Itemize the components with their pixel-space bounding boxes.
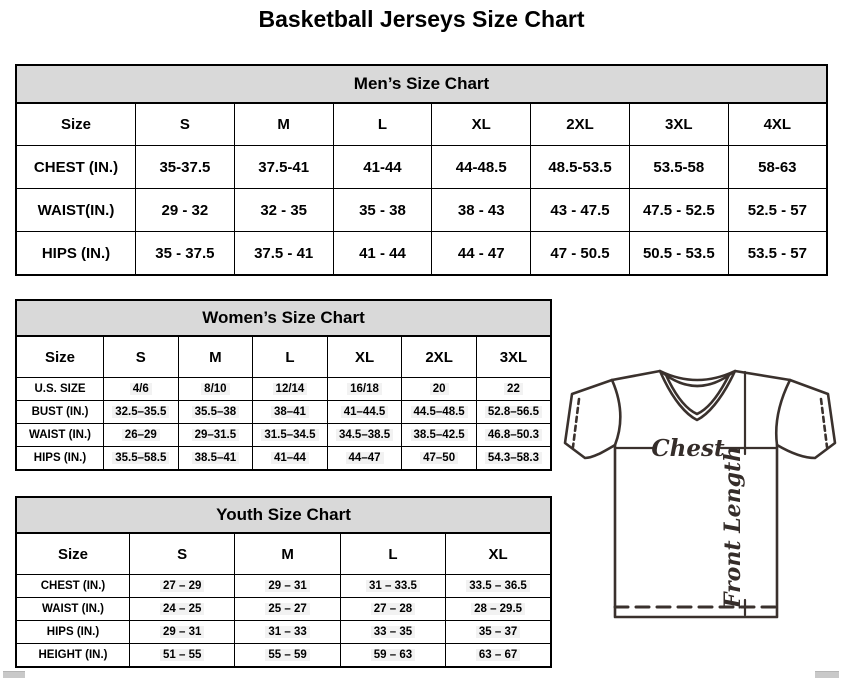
mens-table <box>15 102 828 276</box>
womens-chart-title: Women’s Size Chart <box>15 299 552 335</box>
cell-value: 32 - 35 <box>260 201 308 219</box>
table-cell <box>234 232 333 276</box>
table-cell <box>327 424 402 447</box>
cell-value: 38 - 43 <box>457 201 505 219</box>
table-cell <box>728 232 827 276</box>
table-cell <box>476 424 551 447</box>
column-header: Size <box>16 533 130 575</box>
cell-value: 32.5–35.5 <box>112 406 169 418</box>
cell-value: 34.5–38.5 <box>336 429 393 441</box>
cell-value: 52.8–56.5 <box>485 406 542 418</box>
column-header: S <box>104 336 179 378</box>
table-cell <box>327 401 402 424</box>
table-cell <box>104 378 179 401</box>
table-cell <box>629 146 728 189</box>
table-cell <box>253 401 328 424</box>
table-cell <box>235 644 340 668</box>
row-label: WAIST (IN.) <box>16 598 130 621</box>
table-cell <box>446 598 551 621</box>
table-row <box>16 424 551 447</box>
cell-value: 27 – 28 <box>371 603 415 615</box>
table-cell <box>728 189 827 232</box>
chest-label: Chest <box>651 435 725 462</box>
column-header: Size <box>16 103 136 146</box>
table-cell <box>178 447 253 471</box>
cell-value: 35 - 37.5 <box>155 244 215 262</box>
cell-value: 44–47 <box>346 452 384 464</box>
cell-value: 50.5 - 53.5 <box>642 244 715 262</box>
table-cell <box>432 146 531 189</box>
cell-value: 31 – 33 <box>265 626 309 638</box>
column-header: M <box>234 103 333 146</box>
table-cell <box>402 378 477 401</box>
table-cell <box>333 189 432 232</box>
cell-value: 41-44 <box>363 158 402 176</box>
table-cell <box>476 447 551 471</box>
cell-value: 29 – 31 <box>265 580 309 592</box>
cell-value: 35.5–38 <box>192 406 240 418</box>
cell-value: 58-63 <box>758 158 797 176</box>
table-cell <box>402 401 477 424</box>
cell-value: 55 – 59 <box>265 649 309 661</box>
table-cell <box>136 232 235 276</box>
cell-value: 35.5–58.5 <box>112 452 169 464</box>
column-header: S <box>130 533 235 575</box>
table-cell <box>178 424 253 447</box>
cell-value: 48.5-53.5 <box>548 158 612 176</box>
table-cell <box>130 621 235 644</box>
cell-value: 24 – 25 <box>160 603 204 615</box>
column-header: Size <box>16 336 104 378</box>
table-cell <box>432 232 531 276</box>
table-cell <box>333 232 432 276</box>
table-cell <box>446 575 551 598</box>
cell-value: 41 - 44 <box>359 244 406 262</box>
table-cell <box>136 189 235 232</box>
cell-value: 26–29 <box>122 429 160 441</box>
column-header: 2XL <box>402 336 477 378</box>
cell-value: 29 – 31 <box>160 626 204 638</box>
youth-size-chart <box>15 496 552 668</box>
cell-value: 63 – 67 <box>476 649 520 661</box>
cell-value: 44-48.5 <box>455 158 507 176</box>
table-cell <box>340 644 445 668</box>
cell-value: 31.5–34.5 <box>261 429 318 441</box>
table-cell <box>531 232 630 276</box>
header-row <box>16 533 551 575</box>
cell-value: 29 - 32 <box>161 201 209 219</box>
cell-value: 38.5–41 <box>192 452 240 464</box>
youth-chart-title: Youth Size Chart <box>15 496 552 532</box>
row-label: BUST (IN.) <box>16 401 104 424</box>
cell-value: 20 <box>430 383 449 395</box>
table-cell <box>327 378 402 401</box>
table-row <box>16 621 551 644</box>
table-cell <box>446 644 551 668</box>
table-cell <box>629 232 728 276</box>
resize-handle-left[interactable] <box>3 671 25 678</box>
cell-value: 16/18 <box>347 383 382 395</box>
row-label: HIPS (IN.) <box>16 621 130 644</box>
cell-value: 29–31.5 <box>192 429 240 441</box>
column-header: 4XL <box>728 103 827 146</box>
row-label: WAIST(IN.) <box>16 189 136 232</box>
row-label: CHEST (IN.) <box>16 575 130 598</box>
jersey-measurement-diagram <box>561 359 839 625</box>
cell-value: 44 - 47 <box>457 244 505 262</box>
cell-value: 31 – 33.5 <box>366 580 420 592</box>
front-length-label: Front Length <box>720 445 746 609</box>
table-row <box>16 146 827 189</box>
mens-size-chart <box>15 64 828 276</box>
table-cell <box>136 146 235 189</box>
column-header: M <box>178 336 253 378</box>
cell-value: 4/6 <box>130 383 152 395</box>
table-cell <box>446 621 551 644</box>
row-label: HIPS (IN.) <box>16 447 104 471</box>
table-cell <box>333 146 432 189</box>
table-cell <box>104 401 179 424</box>
table-row <box>16 644 551 668</box>
table-cell <box>234 146 333 189</box>
table-row <box>16 401 551 424</box>
row-label: WAIST (IN.) <box>16 424 104 447</box>
table-cell <box>340 621 445 644</box>
table-cell <box>104 447 179 471</box>
cell-value: 47 - 50.5 <box>550 244 610 262</box>
table-row <box>16 378 551 401</box>
column-header: 3XL <box>476 336 551 378</box>
cell-value: 33 – 35 <box>371 626 415 638</box>
table-cell <box>340 598 445 621</box>
header-row <box>16 103 827 146</box>
column-header: L <box>253 336 328 378</box>
cell-value: 41–44 <box>271 452 309 464</box>
table-cell <box>234 189 333 232</box>
table-cell <box>235 575 340 598</box>
table-cell <box>402 424 477 447</box>
cell-value: 43 - 47.5 <box>550 201 610 219</box>
table-cell <box>476 378 551 401</box>
table-row <box>16 598 551 621</box>
table-cell <box>235 621 340 644</box>
cell-value: 47.5 - 52.5 <box>642 201 715 219</box>
cell-value: 37.5 - 41 <box>254 244 314 262</box>
cell-value: 38.5–42.5 <box>411 429 468 441</box>
mens-chart-title: Men’s Size Chart <box>15 64 828 102</box>
row-label: U.S. SIZE <box>16 378 104 401</box>
table-row <box>16 232 827 276</box>
table-cell <box>340 575 445 598</box>
cell-value: 37.5-41 <box>258 158 310 176</box>
table-cell <box>531 189 630 232</box>
cell-value: 22 <box>504 383 523 395</box>
column-header: S <box>136 103 235 146</box>
cell-value: 51 – 55 <box>160 649 204 661</box>
cell-value: 44.5–48.5 <box>411 406 468 418</box>
column-header: 3XL <box>629 103 728 146</box>
jersey-outline <box>565 371 835 617</box>
cell-value: 35 – 37 <box>476 626 520 638</box>
table-cell <box>235 598 340 621</box>
table-cell <box>728 146 827 189</box>
cell-value: 27 – 29 <box>160 580 204 592</box>
cell-value: 59 – 63 <box>371 649 415 661</box>
cell-value: 38–41 <box>271 406 309 418</box>
table-cell <box>104 424 179 447</box>
table-cell <box>130 644 235 668</box>
table-cell <box>130 575 235 598</box>
cell-value: 41–44.5 <box>341 406 389 418</box>
cell-value: 33.5 – 36.5 <box>466 580 530 592</box>
cell-value: 35 - 38 <box>359 201 406 219</box>
page-title: Basketball Jerseys Size Chart <box>258 6 585 32</box>
table-cell <box>327 447 402 471</box>
table-cell <box>253 424 328 447</box>
womens-table <box>15 335 552 471</box>
table-cell <box>130 598 235 621</box>
cell-value: 53.5-58 <box>653 158 705 176</box>
column-header: XL <box>446 533 551 575</box>
row-label: CHEST (IN.) <box>16 146 136 189</box>
resize-handle-right[interactable] <box>815 671 839 678</box>
column-header: XL <box>432 103 531 146</box>
cell-value: 47–50 <box>420 452 458 464</box>
table-cell <box>178 401 253 424</box>
cell-value: 53.5 - 57 <box>747 244 807 262</box>
cell-value: 28 – 29.5 <box>471 603 525 615</box>
cell-value: 46.8–50.3 <box>485 429 542 441</box>
cell-value: 12/14 <box>273 383 308 395</box>
womens-size-chart <box>15 299 552 471</box>
table-cell <box>432 189 531 232</box>
cell-value: 25 – 27 <box>265 603 309 615</box>
youth-table <box>15 532 552 668</box>
cell-value: 52.5 - 57 <box>747 201 807 219</box>
table-row <box>16 189 827 232</box>
table-cell <box>253 447 328 471</box>
table-cell <box>178 378 253 401</box>
row-label: HIPS (IN.) <box>16 232 136 276</box>
cell-value: 8/10 <box>201 383 229 395</box>
cell-value: 35-37.5 <box>159 158 211 176</box>
table-cell <box>629 189 728 232</box>
header-row <box>16 336 551 378</box>
table-row <box>16 575 551 598</box>
column-header: 2XL <box>531 103 630 146</box>
column-header: L <box>333 103 432 146</box>
table-cell <box>476 401 551 424</box>
table-cell <box>253 378 328 401</box>
cell-value: 54.3–58.3 <box>485 452 542 464</box>
table-row <box>16 447 551 471</box>
row-label: HEIGHT (IN.) <box>16 644 130 668</box>
column-header: M <box>235 533 340 575</box>
column-header: XL <box>327 336 402 378</box>
table-cell <box>402 447 477 471</box>
column-header: L <box>340 533 445 575</box>
table-cell <box>531 146 630 189</box>
